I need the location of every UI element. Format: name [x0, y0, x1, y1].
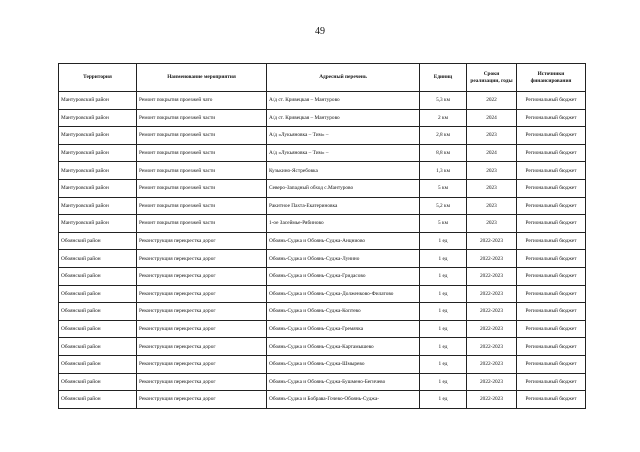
cell-event: Ремонт покрытия проезжей части — [137, 179, 267, 197]
cell-territory: Обоянский район — [59, 285, 137, 303]
cell-source: Региональный бюджет — [517, 232, 586, 250]
cell-term: 2022-2023 — [467, 373, 517, 391]
table-row — [59, 144, 586, 162]
cell-source: Региональный бюджет — [517, 197, 586, 215]
cell-territory: Мантуровский район — [59, 144, 137, 162]
table-row — [59, 197, 586, 215]
cell-unit: 5 км — [420, 179, 467, 197]
cell-territory: Обоянский район — [59, 250, 137, 268]
cell-territory: Мантуровский район — [59, 197, 137, 215]
cell-term: 2022-2023 — [467, 338, 517, 356]
cell-term: 2022-2023 — [467, 250, 517, 268]
table-row — [59, 373, 586, 391]
table-row — [59, 267, 586, 285]
table-row — [59, 391, 586, 409]
cell-event: Ремонт покрытия проезжей части — [137, 162, 267, 180]
cell-event: Реконструкция перекрестка дорог — [137, 303, 267, 321]
cell-unit: 1 ед — [420, 373, 467, 391]
cell-unit: 1 ед — [420, 285, 467, 303]
cell-unit: 1 ед — [420, 391, 467, 409]
cell-territory: Мантуровский район — [59, 215, 137, 233]
cell-source: Региональный бюджет — [517, 355, 586, 373]
cell-term: 2024 — [467, 109, 517, 127]
cell-source: Региональный бюджет — [517, 267, 586, 285]
cell-address: Обоянь-Суджа и Обоянь-Суджа-Шмырево — [267, 355, 420, 373]
cell-territory: Мантуровский район — [59, 92, 137, 110]
cell-event: Ремонт покрытия проезжей части — [137, 109, 267, 127]
cell-source: Региональный бюджет — [517, 391, 586, 409]
table-row — [59, 127, 586, 145]
cell-territory: Обоянский район — [59, 355, 137, 373]
cell-term: 2022-2023 — [467, 232, 517, 250]
cell-event: Реконструкция перекрестка дорог — [137, 373, 267, 391]
cell-event: Реконструкция перекрестка дорог — [137, 285, 267, 303]
table-row — [59, 92, 586, 110]
cell-unit: 8,8 км — [420, 144, 467, 162]
cell-address: Обоянь-Суджа и Бобрава-Гочево-Обоянь-Суджа- — [267, 391, 420, 409]
cell-event: Реконструкция перекрестка дорог — [137, 391, 267, 409]
cell-address: Обоянь-Суджа и Обоянь-Суджа-Картамышево — [267, 338, 420, 356]
cell-source: Региональный бюджет — [517, 285, 586, 303]
cell-address: А/д «Лукьяновка – Тим» – — [267, 144, 420, 162]
cell-territory: Обоянский район — [59, 303, 137, 321]
cell-source: Региональный бюджет — [517, 109, 586, 127]
header-event: Наименование мероприятия — [137, 64, 267, 92]
cell-unit: 5,3 км — [420, 92, 467, 110]
table-header-row — [59, 64, 586, 92]
header-unit: Единиц — [420, 64, 467, 92]
cell-unit: 1 ед — [420, 232, 467, 250]
cell-territory: Мантуровский район — [59, 127, 137, 145]
table-row — [59, 355, 586, 373]
cell-event: Реконструкция перекрестка дорог — [137, 267, 267, 285]
cell-unit: 1 ед — [420, 320, 467, 338]
cell-event: Ремонт покрытия проезжей части — [137, 215, 267, 233]
cell-address: Северо-Западный обход с.Мантурово — [267, 179, 420, 197]
table-row — [59, 215, 586, 233]
cell-territory: Мантуровский район — [59, 179, 137, 197]
cell-term: 2022 — [467, 92, 517, 110]
cell-term: 2022-2023 — [467, 267, 517, 285]
cell-source: Региональный бюджет — [517, 127, 586, 145]
cell-source: Региональный бюджет — [517, 179, 586, 197]
cell-address: Обоянь-Суджа и Обоянь-Суджа-Долженково-Филатово — [267, 285, 420, 303]
cell-term: 2022-2023 — [467, 285, 517, 303]
cell-source: Региональный бюджет — [517, 338, 586, 356]
cell-address: Обоянь-Суджа и Обоянь-Суджа-Анцниово — [267, 232, 420, 250]
cell-territory: Обоянский район — [59, 338, 137, 356]
header-address: Адресный перечень — [267, 64, 420, 92]
table-row — [59, 303, 586, 321]
page-number: 49 — [315, 26, 325, 37]
header-territory: Территория — [59, 64, 137, 92]
cell-source: Региональный бюджет — [517, 250, 586, 268]
table-row — [59, 250, 586, 268]
cell-address: Обоянь-Суджа и Обоянь-Суджа-Бушмено-Бегичево — [267, 373, 420, 391]
cell-unit: 5,2 км — [420, 197, 467, 215]
cell-event: Реконструкция перекрестка дорог — [137, 250, 267, 268]
cell-address: Обоянь-Суджа и Обоянь-Суджа-Коптево — [267, 303, 420, 321]
cell-address: А/д «Лукьяновка – Тим» – — [267, 127, 420, 145]
cell-term: 2022-2023 — [467, 391, 517, 409]
cell-term: 2022-2023 — [467, 303, 517, 321]
cell-event: Ремонт покрытия проезжей части — [137, 127, 267, 145]
measures-table — [58, 63, 586, 409]
table-row — [59, 320, 586, 338]
cell-address: Ракитное Пахта-Екатериновка — [267, 197, 420, 215]
cell-event: Реконструкция перекрестка дорог — [137, 338, 267, 356]
cell-term: 2023 — [467, 127, 517, 145]
cell-event: Реконструкция перекрестка дорог — [137, 232, 267, 250]
cell-unit: 1 ед — [420, 250, 467, 268]
cell-term: 2022-2023 — [467, 355, 517, 373]
cell-territory: Мантуровский район — [59, 162, 137, 180]
table-row — [59, 179, 586, 197]
cell-unit: 1 ед — [420, 303, 467, 321]
cell-address: 1-ое Засеймье-Рябиново — [267, 215, 420, 233]
cell-event: Ремонт покрытия проезжей части — [137, 197, 267, 215]
cell-event: Реконструкция перекрестка дорог — [137, 355, 267, 373]
cell-territory: Обоянский район — [59, 267, 137, 285]
table-row — [59, 285, 586, 303]
cell-term: 2023 — [467, 162, 517, 180]
cell-source: Региональный бюджет — [517, 92, 586, 110]
cell-source: Региональный бюджет — [517, 303, 586, 321]
cell-term: 2023 — [467, 179, 517, 197]
cell-unit: 2 км — [420, 109, 467, 127]
cell-territory: Мантуровский район — [59, 109, 137, 127]
table-row — [59, 338, 586, 356]
header-term: Сроки реализации, годы — [467, 64, 517, 92]
table-body — [59, 92, 586, 409]
cell-address: Обоянь-Суджа и Обоянь-Суджа-Гремячка — [267, 320, 420, 338]
cell-source: Региональный бюджет — [517, 144, 586, 162]
cell-unit: 2,8 км — [420, 127, 467, 145]
cell-unit: 1 ед — [420, 338, 467, 356]
cell-source: Региональный бюджет — [517, 373, 586, 391]
cell-unit: 1 ед — [420, 267, 467, 285]
cell-source: Региональный бюджет — [517, 320, 586, 338]
cell-source: Региональный бюджет — [517, 162, 586, 180]
table-row — [59, 109, 586, 127]
cell-address: А/д ст. Кривецкая – Мантурово — [267, 92, 420, 110]
cell-territory: Обоянский район — [59, 391, 137, 409]
cell-event: Реконструкция перекрестка дорог — [137, 320, 267, 338]
cell-address: Кузькино-Ястребовка — [267, 162, 420, 180]
header-source: Источники финансирования — [517, 64, 586, 92]
cell-term: 2024 — [467, 144, 517, 162]
cell-source: Региональный бюджет — [517, 215, 586, 233]
table-row — [59, 162, 586, 180]
cell-term: 2022-2023 — [467, 320, 517, 338]
cell-address: А/д ст. Кривецкая – Мантурово — [267, 109, 420, 127]
cell-event: Ремонт покрытия проезжей части — [137, 144, 267, 162]
cell-term: 2023 — [467, 197, 517, 215]
table-row — [59, 232, 586, 250]
cell-unit: 1,3 км — [420, 162, 467, 180]
cell-address: Обоянь-Суджа и Обоянь-Суджа-Гридасово — [267, 267, 420, 285]
cell-address: Обоянь-Суджа и Обоянь-Суджа-Лунино — [267, 250, 420, 268]
cell-term: 2023 — [467, 215, 517, 233]
cell-territory: Обоянский район — [59, 320, 137, 338]
cell-unit: 5 км — [420, 215, 467, 233]
cell-territory: Обоянский район — [59, 373, 137, 391]
cell-territory: Обоянский район — [59, 232, 137, 250]
cell-event: Ремонт покрытия проезжей чато — [137, 92, 267, 110]
cell-unit: 1 ед — [420, 355, 467, 373]
